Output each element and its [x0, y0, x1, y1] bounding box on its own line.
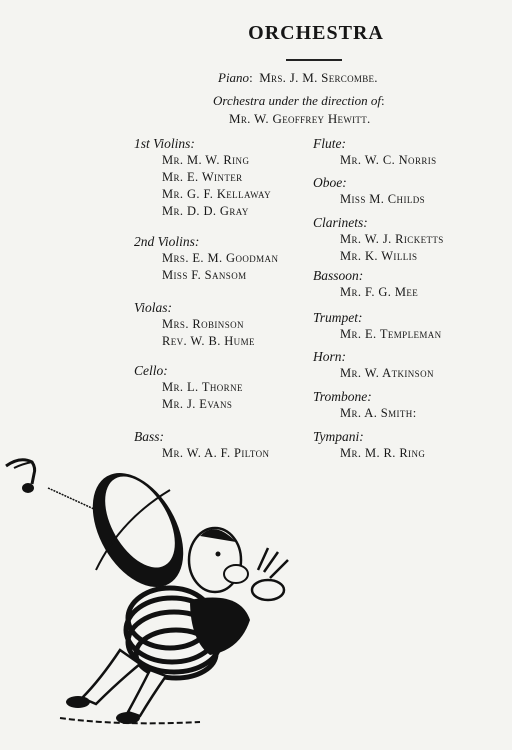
member-name: Mr. A. Smith:	[340, 406, 417, 420]
member-name: Mr. J. Evans	[162, 397, 233, 411]
member-name: Miss M. Childs	[340, 192, 426, 206]
section-label-violas	[134, 300, 172, 316]
section-label-colon: :	[363, 215, 368, 230]
title-rule	[286, 59, 342, 61]
section-label-text: Clarinets	[313, 215, 364, 230]
section-label-colon: :	[342, 175, 347, 190]
page-title: ORCHESTRA	[248, 22, 384, 44]
member-name: Mr. M. W. Ring	[162, 153, 250, 167]
section-label-horn	[313, 349, 346, 365]
piano-colon: :	[249, 70, 253, 85]
section-label-colon: :	[190, 136, 195, 151]
member-name: Mr. F. G. Mee	[340, 285, 419, 299]
member-name: Rev. W. B. Hume	[162, 334, 255, 348]
section-label-colon: :	[159, 429, 165, 444]
direction-colon: :	[381, 93, 385, 108]
member-name: Mr. W. C. Norris	[340, 153, 437, 167]
section-label-1st-violins	[134, 136, 195, 152]
section-label-text: Violas	[134, 300, 168, 315]
member-name: Mr. W. J. Ricketts	[340, 232, 444, 246]
piano-label: Piano	[218, 70, 250, 85]
section-label-text: Tympani	[313, 429, 360, 444]
member-name: Mr. E. Templeman	[340, 327, 442, 341]
section-label-colon: :	[358, 310, 363, 325]
direction-label: Orchestra under the direction of	[213, 93, 382, 108]
member-name: Mrs. Robinson	[162, 317, 244, 331]
section-label-colon: :	[359, 429, 364, 444]
piano-name: Mrs. J. M. Sercombe.	[259, 70, 378, 85]
section-label-text: Oboe	[313, 175, 343, 190]
section-label-2nd-violins	[134, 234, 199, 250]
member-name: Mr. W. A. F. Pilton	[162, 446, 270, 460]
director-name: Mr. W. Geoffrey Hewitt.	[229, 111, 371, 126]
section-label-text: Cello	[134, 363, 164, 378]
member-name: Mr. M. R. Ring	[340, 446, 426, 460]
section-label-text: Trombone	[313, 389, 368, 404]
section-label-colon: :	[341, 136, 346, 151]
section-label-text: Flute	[313, 136, 342, 151]
section-label-text: Trumpet	[313, 310, 359, 325]
section-label-colon: :	[194, 234, 200, 249]
member-name: Mr. L. Thorne	[162, 380, 243, 394]
section-label-text: 1st Violins	[134, 136, 191, 151]
member-name: Mrs. E. M. Goodman	[162, 251, 279, 265]
section-label-trumpet	[313, 310, 363, 326]
section-label-colon: :	[163, 363, 168, 378]
tuba-player-illustration	[0, 450, 300, 740]
member-name: Mr. D. D. Gray	[162, 204, 249, 218]
section-label-text: Bass	[134, 429, 160, 444]
member-name: Mr. G. F. Kellaway	[162, 187, 272, 201]
piano-line	[218, 70, 378, 86]
section-label-bassoon	[313, 268, 363, 284]
member-name: Mr. E. Winter	[162, 170, 243, 184]
music-note-icon	[6, 460, 35, 493]
section-label-colon: :	[341, 349, 347, 364]
section-label-cello	[134, 363, 168, 379]
section-label-text: Bassoon	[313, 268, 359, 283]
section-label-bass	[134, 429, 164, 445]
section-label-colon: :	[358, 268, 364, 283]
section-label-colon: :	[367, 389, 372, 404]
member-name: Mr. W. Atkinson	[340, 366, 434, 380]
section-label-clarinets	[313, 215, 368, 231]
member-name: Mr. K. Willis	[340, 249, 418, 263]
section-label-tympani	[313, 429, 364, 445]
section-label-colon: :	[167, 300, 172, 315]
section-label-text: Horn	[313, 349, 342, 364]
section-label-trombone	[313, 389, 372, 405]
direction-line	[213, 93, 385, 109]
section-label-text: 2nd Violins	[134, 234, 195, 249]
section-label-oboe	[313, 175, 347, 191]
member-name: Miss F. Sansom	[162, 268, 247, 282]
section-label-flute	[313, 136, 346, 152]
